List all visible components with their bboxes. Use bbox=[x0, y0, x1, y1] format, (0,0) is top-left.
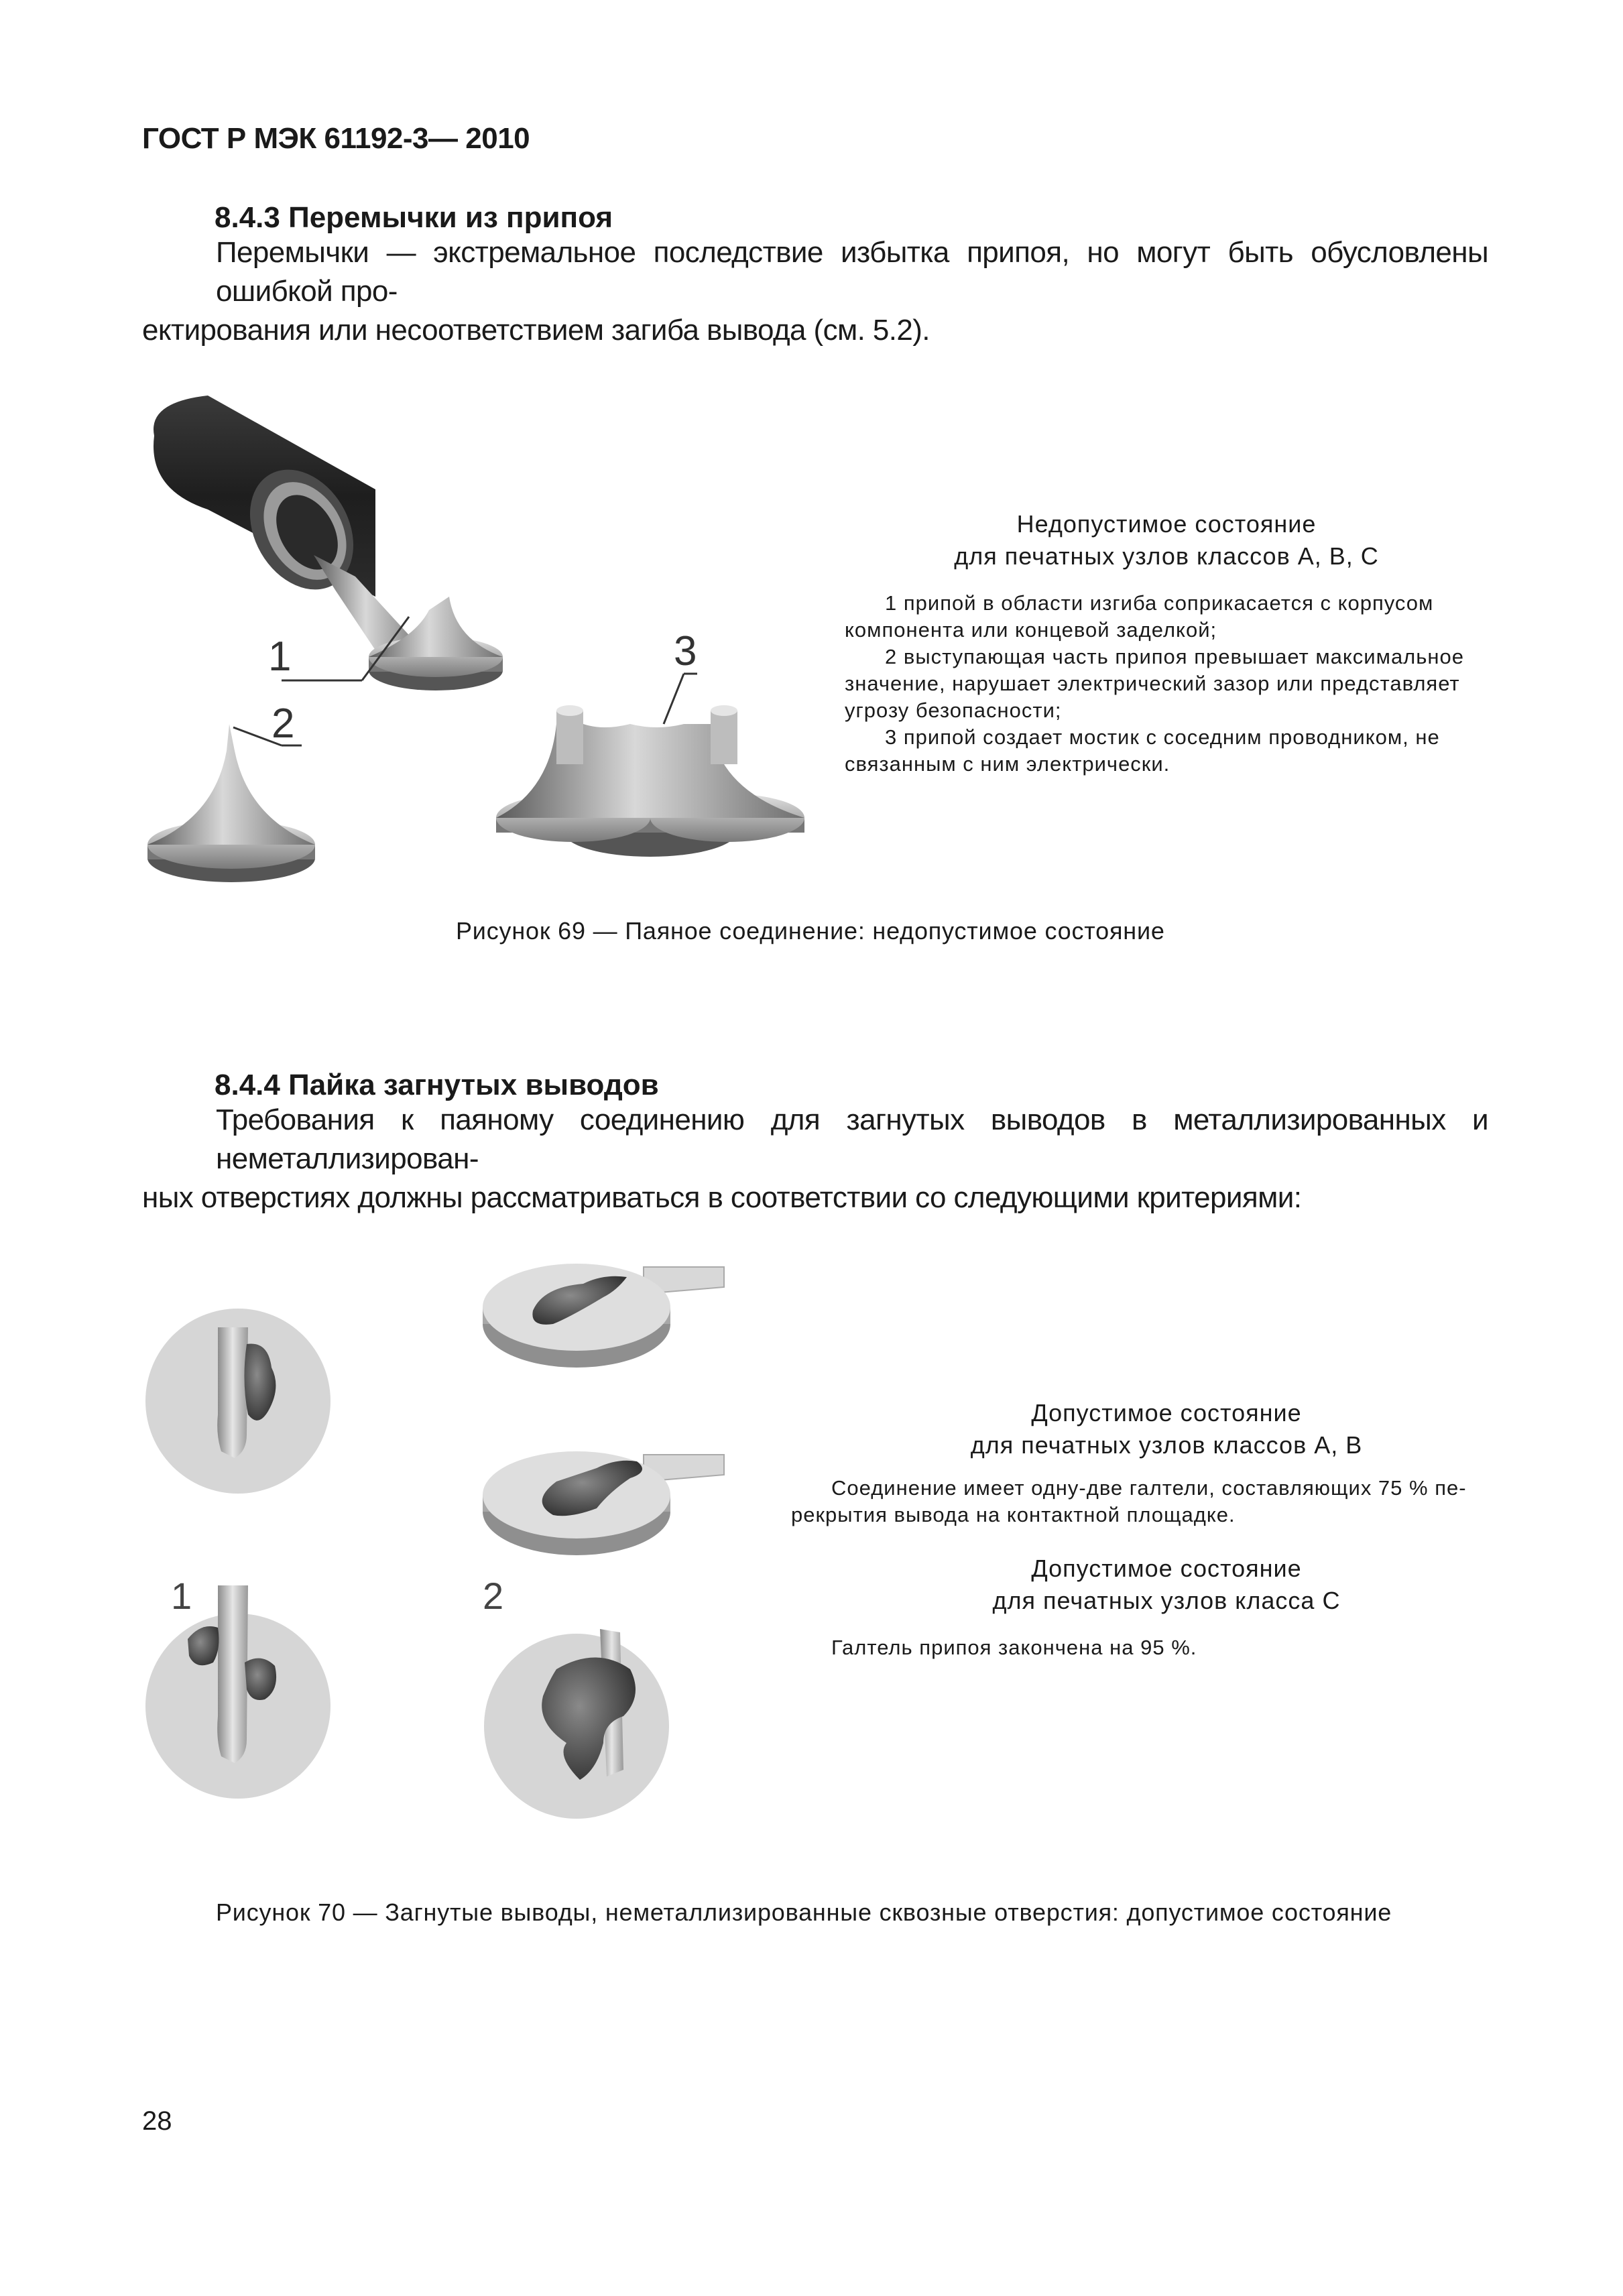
figure-70-heading-ab bbox=[878, 1397, 1455, 1461]
heading-line: для печатных узлов классов А, В, С bbox=[954, 542, 1379, 570]
figure-70-heading-c bbox=[878, 1553, 1455, 1617]
figure-69-illustration bbox=[134, 375, 845, 905]
bent-lead-1a-drawing bbox=[145, 1309, 330, 1494]
note-line: рекрытия вывода на контактной площадке. bbox=[791, 1503, 1236, 1526]
bent-lead-2c-drawing bbox=[484, 1629, 669, 1819]
note-line: 1 припой в области изгиба соприкасается с корпусом bbox=[885, 591, 1434, 615]
note-line: значение, нарушает электрический зазор или представляет bbox=[845, 672, 1460, 695]
bent-lead-2b-drawing bbox=[483, 1451, 724, 1555]
label-2: 2 bbox=[483, 1575, 504, 1617]
paragraph-line: ектирования или несоответствием загиба вывода (см. 5.2). bbox=[142, 314, 930, 347]
figure-70-illustration bbox=[134, 1260, 737, 1850]
figure-69-heading bbox=[851, 508, 1482, 572]
figure-69-caption: Рисунок 69 — Паяное соединение: недопустимое состояние bbox=[456, 917, 1165, 945]
note-line: Соединение имеет одну-две галтели, составляющих 75 % пе- bbox=[831, 1476, 1467, 1500]
page-number: 28 bbox=[142, 2106, 172, 2136]
callout-2 bbox=[233, 701, 302, 747]
section-title-8-4-3: 8.4.3 Перемычки из припоя bbox=[215, 201, 613, 234]
solder-bridge-3-drawing bbox=[496, 705, 804, 857]
callout-3 bbox=[664, 628, 697, 724]
figure-70-caption: Рисунок 70 — Загнутые выводы, неметаллизированные сквозные отверстия: допустимое состояние bbox=[216, 1898, 1392, 1926]
figure-69-notes bbox=[845, 590, 1488, 778]
figure-70-note-ab bbox=[791, 1475, 1488, 1528]
heading-line: Допустимое состояние bbox=[1031, 1555, 1302, 1582]
document-header: ГОСТ Р МЭК 61192-3— 2010 bbox=[142, 122, 530, 155]
label-2: 2 bbox=[272, 701, 295, 747]
paragraph-line: Перемычки — экстремальное последствие избытка припоя, но могут быть обусловлены ошибкой про- bbox=[216, 236, 1488, 308]
bent-lead-1b-drawing bbox=[145, 1585, 330, 1799]
paragraph-line: ных отверстиях должны рассматриваться в соответствии со следующими критериями: bbox=[142, 1181, 1302, 1214]
paragraph-line: Требования к паяному соединению для загнутых выводов в металлизированных и неметаллизирован- bbox=[216, 1103, 1488, 1175]
section-body-8-4-4 bbox=[142, 1101, 1488, 1217]
bent-lead-2a-drawing bbox=[483, 1264, 724, 1368]
solder-spike-2-drawing bbox=[147, 724, 315, 882]
figure-70-note-c: Галтель припоя закончена на 95 %. bbox=[831, 1636, 1197, 1659]
note-line: 3 припой создает мостик с соседним проводником, не bbox=[885, 725, 1440, 749]
section-title-8-4-4: 8.4.4 Пайка загнутых выводов bbox=[215, 1069, 659, 1101]
heading-line: Допустимое состояние bbox=[1031, 1399, 1302, 1427]
heading-line: для печатных узлов класса С bbox=[992, 1587, 1341, 1614]
label-1: 1 bbox=[171, 1575, 192, 1617]
note-line: компонента или концевой заделкой; bbox=[845, 618, 1217, 642]
heading-line: для печатных узлов классов А, В bbox=[970, 1431, 1363, 1459]
heading-line: Недопустимое состояние bbox=[1016, 510, 1317, 538]
note-line: связанным с ним электрически. bbox=[845, 752, 1170, 776]
note-line: 2 выступающая часть припоя превышает максимальное bbox=[885, 645, 1465, 668]
label-1: 1 bbox=[268, 633, 292, 680]
note-line: угрозу безопасности; bbox=[845, 699, 1062, 722]
label-3: 3 bbox=[674, 628, 697, 674]
component-body-drawing bbox=[154, 396, 429, 670]
section-body-8-4-3 bbox=[142, 233, 1488, 350]
